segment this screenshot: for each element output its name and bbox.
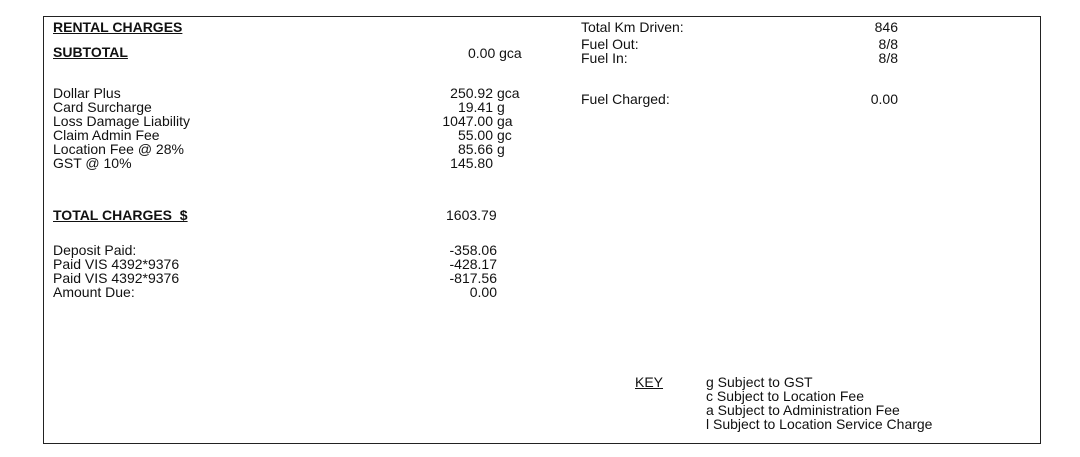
charge-codes: g (497, 141, 505, 157)
fuel-out-value: 8/8 (878, 36, 898, 52)
charge-label: Loss Damage Liability (53, 113, 190, 129)
charge-codes: gc (497, 127, 512, 143)
charge-label: Location Fee @ 28% (53, 141, 184, 157)
payment-amount: -428.17 (449, 256, 497, 272)
charge-label: Card Surcharge (53, 99, 152, 115)
charge-label: Dollar Plus (53, 85, 121, 101)
fuel-in-value: 8/8 (878, 50, 898, 66)
rental-charges-heading: RENTAL CHARGES (53, 19, 183, 35)
charge-amount: 55.00 (457, 127, 493, 143)
rental-charges-panel (43, 16, 1041, 444)
fuel-charged-value: 0.00 (870, 91, 898, 107)
total-charges-label: TOTAL CHARGES $ (53, 207, 188, 223)
charge-amount: 250.92 (450, 85, 493, 101)
fuel-out-label: Fuel Out: (581, 36, 639, 52)
payment-amount: -817.56 (449, 270, 497, 286)
key-label: KEY (635, 374, 664, 390)
charge-codes: ga (497, 113, 513, 129)
fuel-in-label: Fuel In: (581, 50, 628, 66)
subtotal-value: 0.00 gca (468, 45, 522, 61)
payment-label: Paid VIS 4392*9376 (53, 256, 180, 272)
subtotal-label: SUBTOTAL (53, 44, 128, 60)
charge-amount: 85.66 (457, 141, 493, 157)
key-item: g Subject to GST (706, 374, 813, 390)
payment-amount: 0.00 (469, 284, 497, 300)
charge-amount: 1047.00 (442, 113, 493, 129)
payment-amount: -358.06 (449, 242, 497, 258)
charge-amount: 19.41 (457, 99, 493, 115)
charge-label: GST @ 10% (53, 155, 132, 171)
payment-label: Paid VIS 4392*9376 (53, 270, 180, 286)
key-item: l Subject to Location Service Charge (706, 416, 933, 432)
key-item: c Subject to Location Fee (706, 388, 864, 404)
payment-label: Deposit Paid: (53, 242, 137, 258)
charge-codes: gca (497, 85, 520, 101)
charge-codes: g (497, 99, 505, 115)
fuel-charged-label: Fuel Charged: (581, 91, 670, 107)
charge-amount: 145.80 (450, 155, 493, 171)
km-driven-label: Total Km Driven: (581, 19, 684, 35)
total-charges-value: 1603.79 (446, 207, 497, 223)
charge-label: Claim Admin Fee (53, 127, 160, 143)
payment-label: Amount Due: (53, 284, 135, 300)
key-item: a Subject to Administration Fee (706, 402, 900, 418)
km-driven-value: 846 (874, 19, 898, 35)
